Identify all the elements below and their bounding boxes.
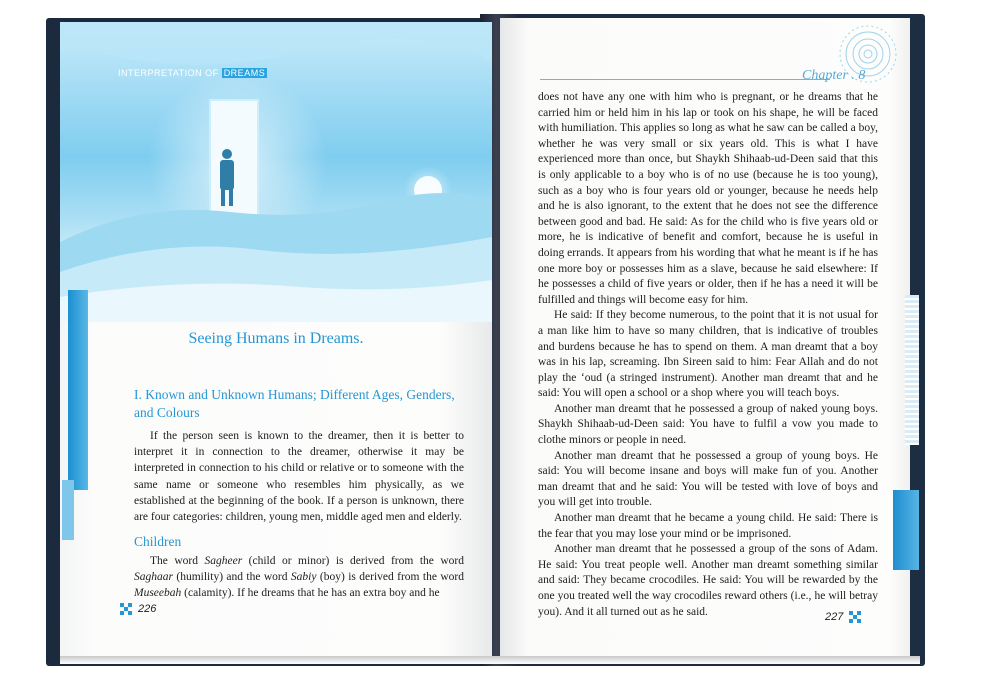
body-paragraph: does not have any one with him who is pregnant, or he dreams that he carried him or held him in his lap or took on his shape, he will be faced with humiliation. This applies so long as what he saw can be called a boy, whether he was very small or six years old. This is what I have experienced more than once, but Shaykh Shihaab-ud-Deen said that this is only applicable to a boy who is of no use (because he is too young), such as a boy who is four years old or younger, because he needs help and he is also ignorant, to the extent that he does not see the difference between good and bad. He said: As for the child who is five years old or more, he is indicative of benefit and comfort, because he is useful in doing errands. It appears from his wording that what he meant is if he has one more boy or possesses him as a slave, because he said elsewhere: If he possesses a child of five years or older, then if he has a need it will be fulfilled and things will become easy for him. bbox=[538, 91, 878, 306]
body-paragraph: If the person seen is known to the dreamer, then it is better to interpret it in connection to the dreamer, otherwise it may be interpreted in connection to his child or relative or to someone with the same name or someone who resembles him physically, as we established at the beginning of the book. If a person is unknown, there are four categories: children, young men, middle aged men and elderly. bbox=[134, 430, 464, 524]
left-edge-tab-small bbox=[62, 480, 74, 540]
right-edge-tab bbox=[893, 490, 919, 570]
body-paragraph: Another man dreamt that he possessed a group of the sons of Adam. He said: You treat people well. Another man dreamt something similar and said: They became crocodiles. He said: You will be rewarded by the one you treated well the way crocodiles reward others (i.e., he will betray you). And it all turned out as he said. bbox=[538, 543, 878, 618]
body-paragraph-children bbox=[134, 553, 464, 602]
section-title: Seeing Humans in Dreams. bbox=[188, 330, 364, 347]
body-paragraph: Another man dreamt that he possessed a group of young boys. He said: You will become insane and boys will make fun of you. Another man dreamt that and he said: You will be tested with love of boys and you will get into trouble. bbox=[538, 449, 878, 509]
subheading: I. Known and Unknown Humans; Different Ages, Genders, and Colours bbox=[134, 387, 455, 420]
text-run: (humility) and the word bbox=[172, 571, 291, 584]
page-ornament-icon bbox=[120, 603, 132, 615]
page-number-left bbox=[120, 603, 156, 615]
text-run: (calamity). If he dreams that he has an extra boy and he bbox=[181, 587, 440, 600]
page-number-text: 227 bbox=[825, 611, 844, 623]
body-paragraph: He said: If they become numerous, to the point that it is not usual for a man like him to have so many children, that is indicative of troubles and burdens because he has to spend on them. A man dreamt that a boy was in his lap, screaming. Ibn Sireen said to him: Fear Allah and do not play the ‘oud (a stringed instrument). Another man dreamt that and he said: You will open a school or a shop where you will teach boys. bbox=[538, 309, 878, 400]
right-page bbox=[500, 18, 910, 660]
running-head-prefix: INTERPRETATION OF bbox=[118, 68, 219, 78]
body-paragraph: Another man dreamt that he became a young child. He said: There is the fear that you may lose your mind or be imprisoned. bbox=[538, 512, 878, 540]
term-sagheer: Sagheer bbox=[204, 555, 243, 567]
left-page bbox=[60, 22, 492, 658]
term-sabiy: Sabiy bbox=[290, 571, 317, 584]
body-paragraph: Another man dreamt that he possessed a group of naked young boys. Shaykh Shihaab-ud-Deen said: You have to fulfil a vow you made to clothe minors or people in need. bbox=[538, 402, 878, 447]
text-run: (child or minor) is derived from the word bbox=[242, 555, 464, 567]
text-run: The word bbox=[150, 555, 205, 567]
page-number-right bbox=[825, 611, 861, 623]
running-head bbox=[118, 68, 267, 78]
page-number-text: 226 bbox=[138, 603, 157, 615]
right-page-edge-stripes bbox=[905, 295, 919, 445]
page-ornament-icon bbox=[849, 611, 861, 623]
children-heading: Children bbox=[134, 534, 182, 549]
dream-doorway-illustration bbox=[60, 22, 492, 322]
right-body-text bbox=[538, 90, 878, 620]
hero-illustration bbox=[60, 22, 492, 322]
running-head-highlight: DREAMS bbox=[223, 68, 266, 78]
page-bottom-shadow bbox=[60, 656, 920, 664]
chapter-rule bbox=[540, 79, 830, 80]
text-run: (boy) is derived from the word bbox=[316, 571, 464, 584]
left-edge-tab bbox=[68, 290, 88, 490]
term-museebah: Museebah bbox=[134, 587, 182, 600]
term-saghaar: Saghaar bbox=[134, 571, 173, 584]
chapter-label: Chapter . 8 bbox=[802, 68, 866, 83]
